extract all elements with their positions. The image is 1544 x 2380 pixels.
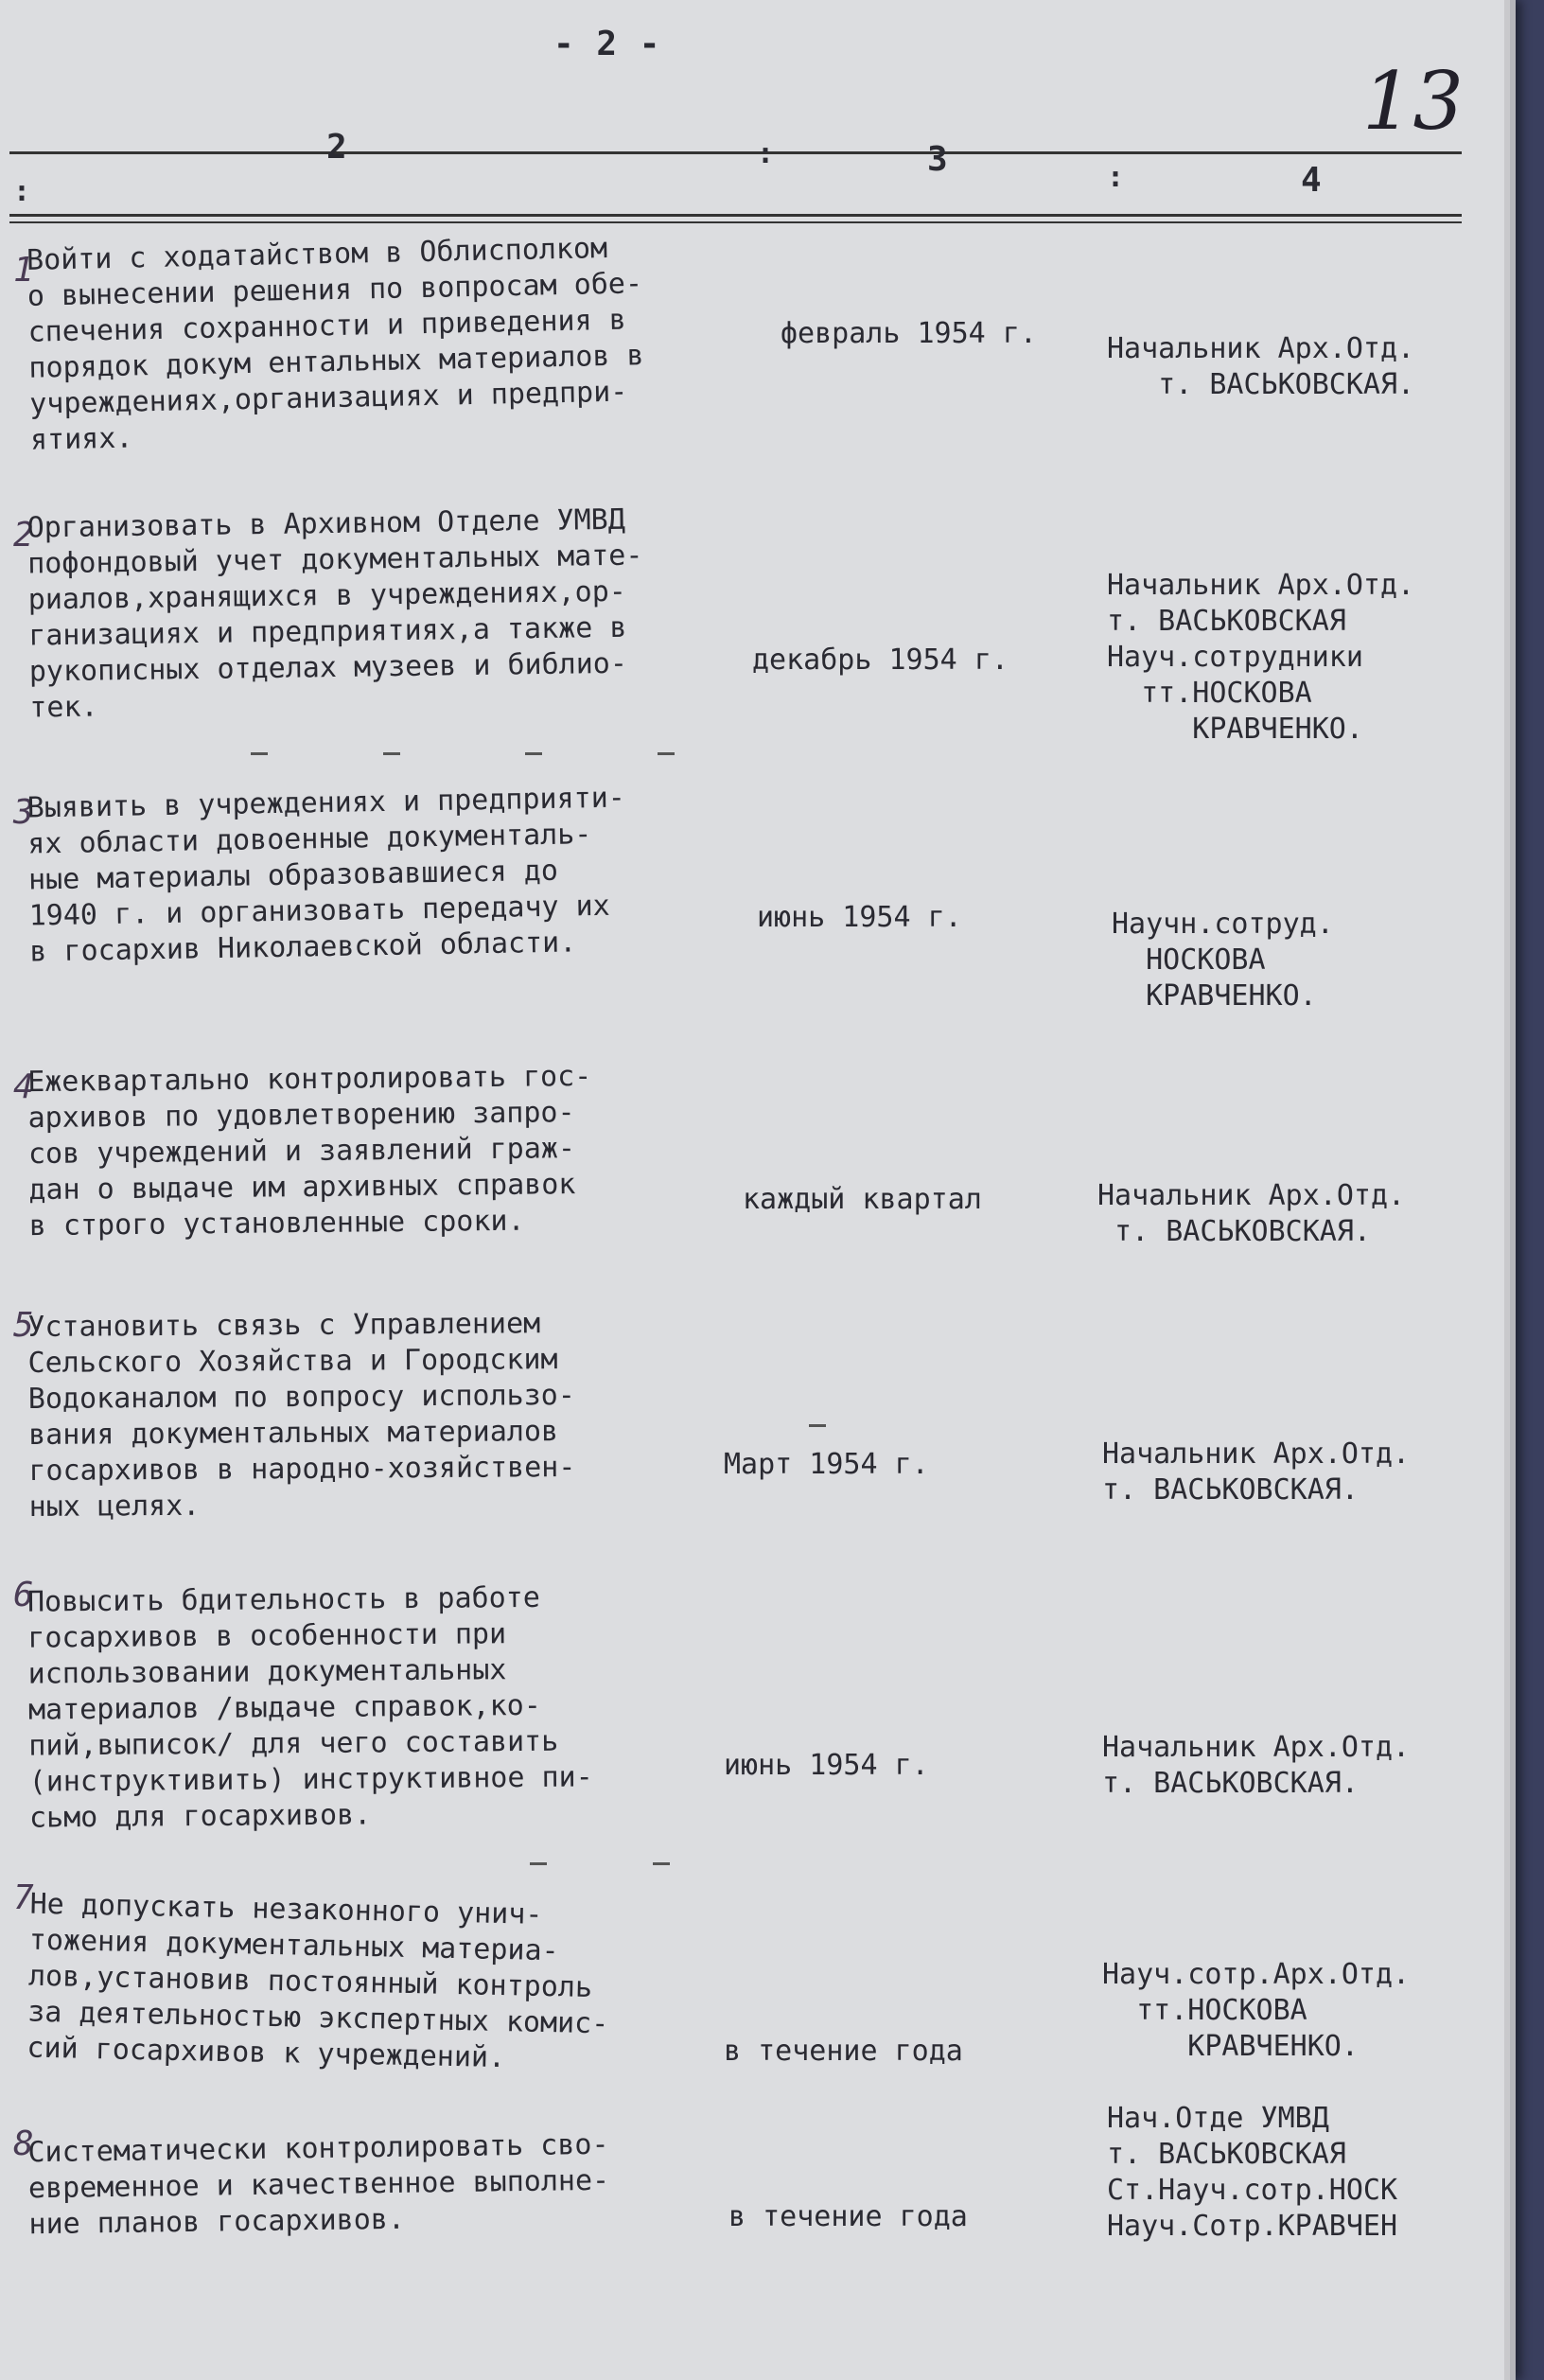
item-responsible: Начальник Арх.Отд. т. ВАСЬКОВСКАЯ. <box>1102 1731 1411 1800</box>
handwritten-page-number: 13 <box>1362 55 1464 148</box>
separator-dash <box>530 1862 547 1865</box>
item-task: Повысить бдительность в работе госархивов в особенности при использовании документальных материалов /выдаче справок,ко- пий,выписок/ для чего составить (инструктивить) инструктивное пи- сьмо для госархивов. <box>26 1580 593 1835</box>
item-number-mark: 1 <box>13 251 34 290</box>
table-rule-top <box>9 151 1462 154</box>
separator-dash <box>251 752 268 755</box>
separator-dash <box>653 1862 670 1865</box>
column-sep-1: : <box>757 137 775 170</box>
item-term: февраль 1954 г. <box>781 317 1037 350</box>
column-header-4: 4 <box>1301 161 1322 200</box>
item-term: в течение года <box>728 2200 968 2233</box>
separator-dash <box>525 752 542 755</box>
item-number-mark: 8 <box>13 2124 34 2163</box>
item-number-mark: 6 <box>13 1576 34 1614</box>
item-number-mark: 5 <box>13 1306 34 1345</box>
item-task: Организовать в Архивном Отделе УМВД пофондовый учет документальных мате- риалов,хранящихся в учреждениях,ор- ганизациях и предприятиях,а также в рукописных отделах музеев и библио- тек. <box>26 502 643 725</box>
column-header-2: 2 <box>326 128 347 167</box>
column-header-3: 3 <box>927 140 948 179</box>
item-number-mark: 3 <box>13 793 34 832</box>
item-term: в течение года <box>724 2035 963 2068</box>
item-term: июнь 1954 г. <box>757 901 962 934</box>
column-sep-left: : <box>13 175 31 208</box>
item-responsible: Начальник Арх.Отд. т. ВАСЬКОВСКАЯ. <box>1097 1179 1406 1248</box>
item-responsible: Нач.Отде УМВД т. ВАСЬКОВСКАЯ Ст.Науч.сотр.НОСК Науч.Сотр.КРАВЧЕН <box>1107 2102 1398 2243</box>
column-sep-2: : <box>1107 161 1125 194</box>
separator-dash <box>383 752 400 755</box>
item-responsible: Начальник Арх.Отд. т. ВАСЬКОВСКАЯ. <box>1107 332 1415 401</box>
item-term: каждый квартал <box>743 1183 982 1216</box>
separator-dash <box>658 752 675 755</box>
item-task: Ежеквартально контролировать гос- архивов по удовлетворению запро- сов учреждений и заявлений граж- дан о выдаче им архивных справок в строго установленные сроки. <box>27 1059 592 1243</box>
item-responsible: Начальник Арх.Отд. т. ВАСЬКОВСКАЯ. <box>1102 1437 1411 1507</box>
item-task: Выявить в учреждениях и предприяти- ях области довоенные документаль- ные материалы образовавшиеся до 1940 г. и организовать передачу их в госархив Николаевской области. <box>26 781 626 969</box>
item-task: Установить связь с Управлением Сельского Хозяйства и Городским Водоканалом по вопросу использо- вания документальных материалов госархивов в народно-хозяйствен- ных целях. <box>27 1307 576 1525</box>
item-task: Не допускать незаконного унич- тожения документальных материа- лов,установив постоянный контроль за деятельностью экспертных комис- сий госархивов к учреждений. <box>26 1887 609 2075</box>
item-task: Войти с ходатайством в Облисполком о вынесении решения по вопросам обе- спечения сохранности и приведения в порядок докум ентальных материалов в учреждениях,организациях и предпри- ятиях. <box>26 231 644 457</box>
item-responsible: Научн.сотруд. НОСКОВА КРАВЧЕНКО. <box>1112 908 1334 1013</box>
item-responsible: Науч.сотр.Арх.Отд. тт.НОСКОВА КРАВЧЕНКО. <box>1102 1958 1411 2063</box>
item-number-mark: 7 <box>13 1878 34 1917</box>
table-rule-bottom-2 <box>9 221 1462 223</box>
item-term: июнь 1954 г. <box>724 1749 929 1782</box>
item-term: Март 1954 г. <box>724 1448 929 1481</box>
item-task: Систематически контролировать сво- евременное и качественное выполне- ние планов госархивов. <box>27 2127 610 2242</box>
item-number-mark: 4 <box>13 1067 34 1106</box>
page-number-top: - 2 - <box>553 25 661 63</box>
item-responsible: Начальник Арх.Отд. т. ВАСЬКОВСКАЯ Науч.сотрудники тт.НОСКОВА КРАВЧЕНКО. <box>1107 569 1415 746</box>
table-rule-bottom <box>9 214 1462 217</box>
separator-dash <box>809 1424 826 1427</box>
item-number-mark: 2 <box>13 516 34 555</box>
item-term: декабрь 1954 г. <box>752 643 1009 677</box>
